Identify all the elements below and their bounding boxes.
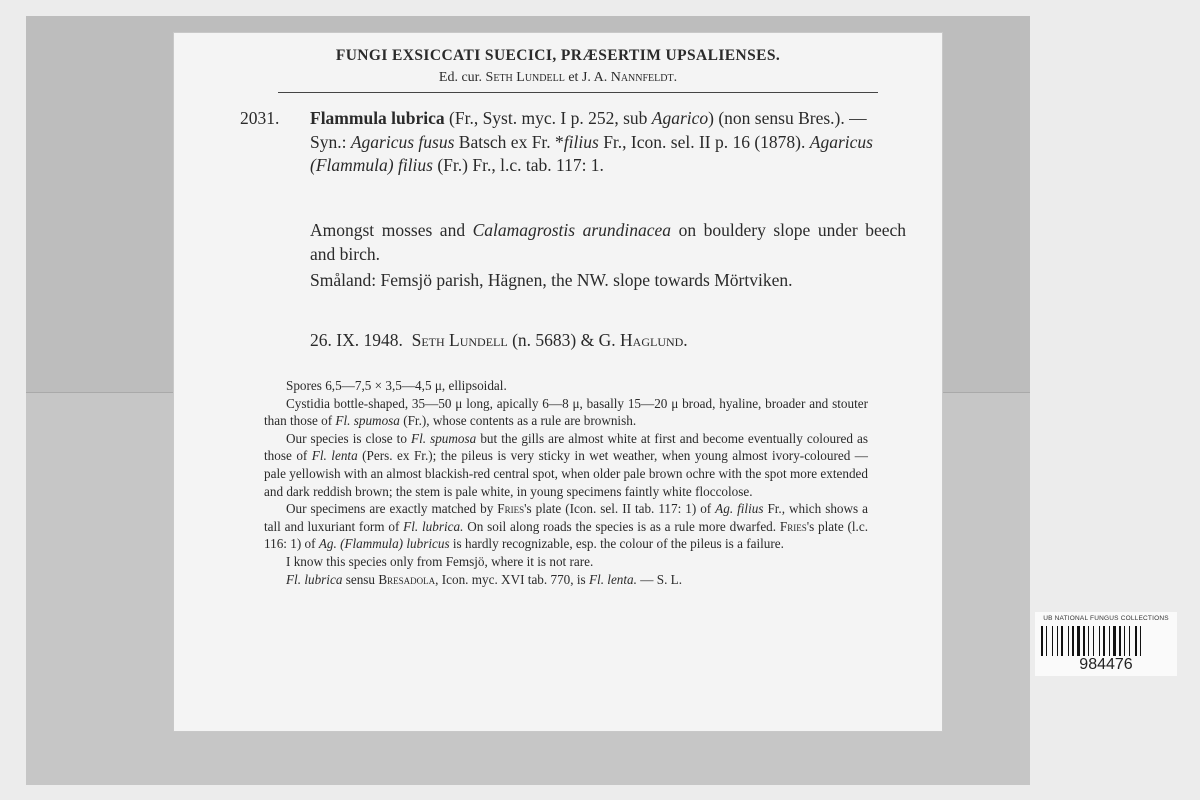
habitat-text: Amongst mosses and Calamagrostis arundinacea on bouldery slope under beech and birch. bbox=[310, 220, 907, 264]
label-title: FUNGI EXSICCATI SUECICI, PRÆSERTIM UPSALIENSES. bbox=[335, 47, 781, 64]
note-distribution: I know this species only from Femsjö, where it is not rare. bbox=[286, 553, 594, 569]
barcode-label bbox=[1035, 612, 1177, 676]
exsiccata-number: 2031. bbox=[240, 108, 280, 128]
collection-date: 26. IX. 1948. bbox=[310, 330, 403, 350]
collector-name-2: G. Haglund. bbox=[598, 330, 688, 350]
collector-name: Seth Lundell bbox=[411, 330, 508, 350]
note-comparison: Our species is close to Fl. spumosa but the gills are almost white at first and become eventually coloured as those of Fl. lenta (Pers. ex Fr.); the pileus is very sticky in wet weather, when young almost ivory-coloured — pale yellowish with an almost blackish-red central spot, when older pale brown ochre with the spot more extended and dark reddish brown; the stem is pale white, in young specimens faintly white floccolose. bbox=[264, 430, 869, 499]
collection-line bbox=[310, 329, 906, 353]
note-synonymy: Fl. lubrica sensu Bresadola, Icon. myc. XVI tab. 770, is Fl. lenta. — S. L. bbox=[286, 571, 683, 587]
locality-text: Småland: Femsjö parish, Hägnen, the NW. slope towards Mörtviken. bbox=[310, 270, 793, 290]
header-rule bbox=[278, 92, 878, 93]
taxon-entry: Flammula lubrica (Fr., Syst. myc. I p. 252, sub Agarico) (non sensu Bres.). — Syn.: Agaricus fusus Batsch ex Fr. *filius Fr., Icon. sel. II p. 16 (1878). Agaricus (Flammula) filius (Fr.) Fr., l.c. tab. 117: 1. bbox=[310, 108, 873, 175]
note-plates: Our specimens are exactly matched by Fries's plate (Icon. sel. II tab. 117: 1) of Ag. filius Fr., which shows a tall and luxuriant form of Fl. lubrica. On soil along roads the species is as a rule more dwarfed. Fries's plate (l.c. 116: 1) of Ag. (Flammula) lubricus is hardly recognizable, esp. the colour of the pileus is a failure. bbox=[264, 501, 868, 552]
herbarium-label bbox=[173, 32, 943, 732]
taxon-name: Flammula lubrica bbox=[310, 108, 445, 128]
note-spores: Spores 6,5—7,5 × 3,5—4,5 μ, ellipsoidal. bbox=[286, 378, 507, 393]
barcode-number: 984476 bbox=[1079, 656, 1133, 673]
barcode-title: UB NATIONAL FUNGUS COLLECTIONS bbox=[1043, 615, 1169, 622]
barcode-bars bbox=[1041, 626, 1171, 656]
collection-number: (n. 5683) & bbox=[512, 330, 595, 350]
label-editors: Ed. cur. Seth Lundell et J. A. Nannfeldt. bbox=[438, 70, 678, 85]
notes-block bbox=[264, 377, 868, 588]
note-cystidia: Cystidia bottle-shaped, 35—50 μ long, apically 6—8 μ, basally 15—20 μ broad, hyaline, broader and stouter than those of Fl. spumosa (Fr.), whose contents as a rule are brownish. bbox=[264, 395, 868, 429]
